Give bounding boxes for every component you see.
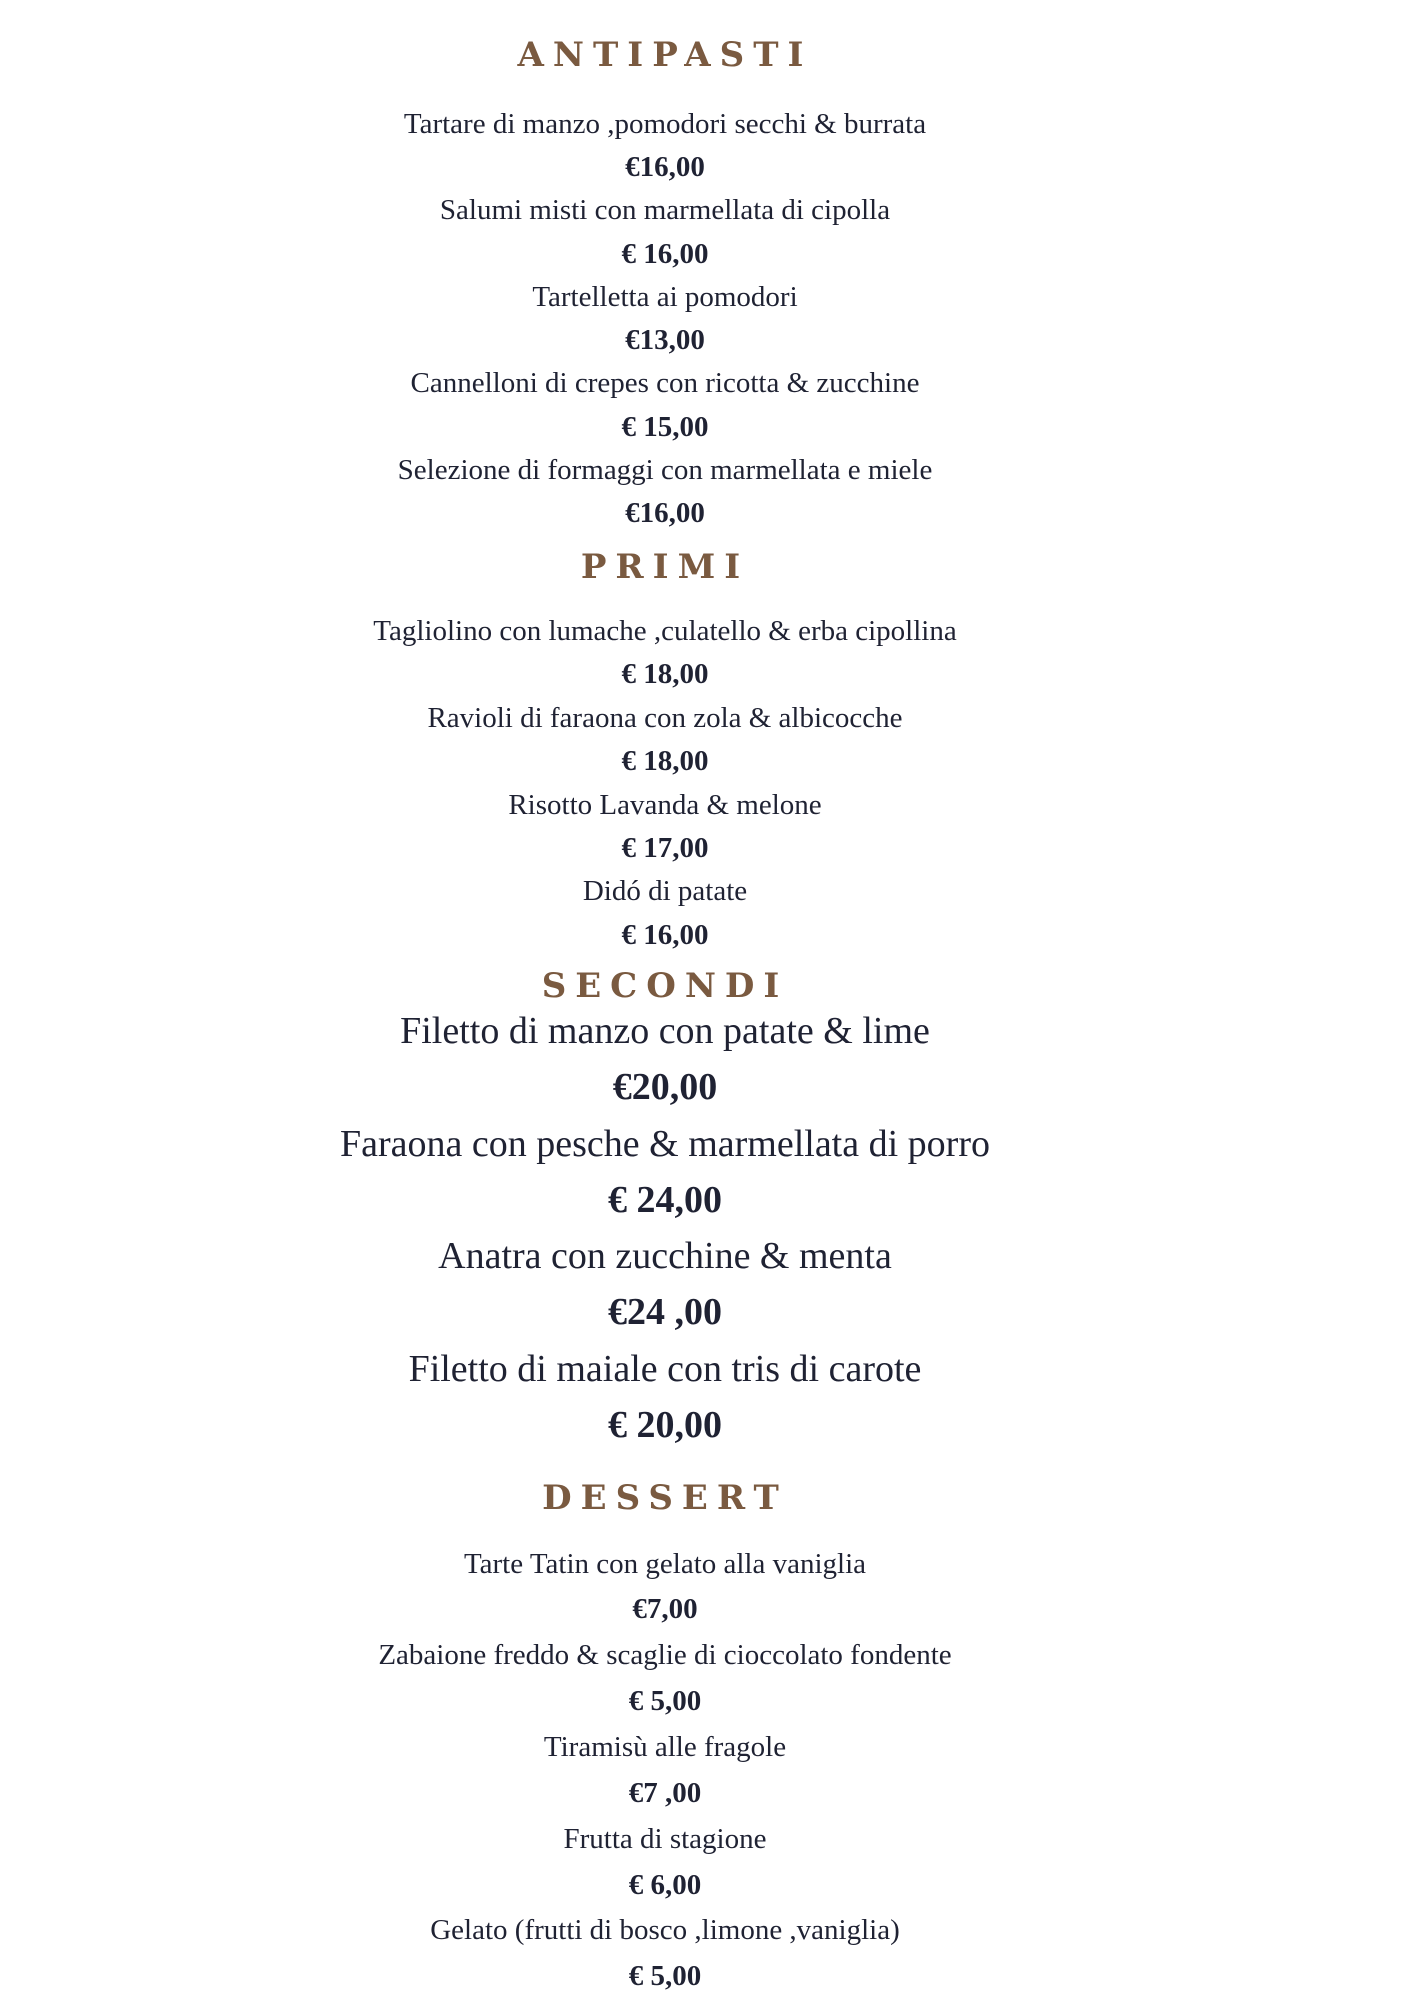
dish-price: €16,00: [625, 151, 705, 183]
dish-price: € 5,00: [628, 1685, 702, 1717]
dish-price: €7 ,00: [628, 1777, 702, 1809]
dish-name: Tagliolino con lumache ,culatello & erba cipollina: [373, 615, 957, 647]
dish-name: Salumi misti con marmellata di cipolla: [439, 194, 891, 226]
dish-price: € 16,00: [621, 919, 709, 951]
dish-name: Tartelletta ai pomodori: [532, 281, 798, 313]
dish-price: € 15,00: [621, 411, 709, 443]
dish-price: € 16,00: [621, 238, 709, 270]
dish-price: € 17,00: [621, 832, 709, 864]
dish-name: Didó di patate: [582, 875, 748, 907]
dish-price: €7,00: [632, 1593, 698, 1625]
dish-name: Filetto di maiale con tris di carote: [408, 1348, 922, 1390]
section-title-antipasti: ANTIPASTI: [517, 35, 813, 75]
dish-price: € 18,00: [621, 745, 709, 777]
dish-name: Gelato (frutti di bosco ,limone ,vaniglia): [430, 1914, 900, 1946]
section-title-secondi: SECONDI: [541, 966, 789, 1006]
dish-name: Zabaione freddo & scaglie di cioccolato fondente: [378, 1639, 952, 1671]
dish-price: € 20,00: [608, 1404, 722, 1446]
dish-name: Cannelloni di crepes con ricotta & zucchine: [410, 367, 920, 399]
dish-price: € 18,00: [621, 658, 709, 690]
section-title-primi: PRIMI: [580, 547, 750, 587]
dish-name: Anatra con zucchine & menta: [438, 1235, 892, 1277]
dish-price: € 24,00: [608, 1179, 722, 1221]
section-title-dessert: DESSERT: [542, 1478, 788, 1518]
dish-price: € 6,00: [628, 1869, 702, 1901]
dish-name: Selezione di formaggi con marmellata e miele: [397, 454, 933, 486]
dish-name: Tartare di manzo ,pomodori secchi & burrata: [403, 108, 927, 140]
dish-name: Tarte Tatin con gelato alla vaniglia: [463, 1548, 867, 1580]
dish-price: €13,00: [625, 324, 705, 356]
dish-price: €24 ,00: [608, 1291, 722, 1333]
dish-name: Faraona con pesche & marmellata di porro: [340, 1123, 990, 1165]
dish-price: €20,00: [612, 1066, 718, 1108]
dish-name: Tiramisù alle fragole: [543, 1731, 787, 1763]
dish-price: € 5,00: [628, 1960, 702, 1992]
dish-name: Ravioli di faraona con zola & albicocche: [427, 702, 903, 734]
dish-name: Filetto di manzo con patate & lime: [400, 1010, 930, 1052]
dish-price: €16,00: [625, 497, 705, 529]
dish-name: Risotto Lavanda & melone: [508, 789, 822, 821]
dish-name: Frutta di stagione: [563, 1823, 767, 1855]
